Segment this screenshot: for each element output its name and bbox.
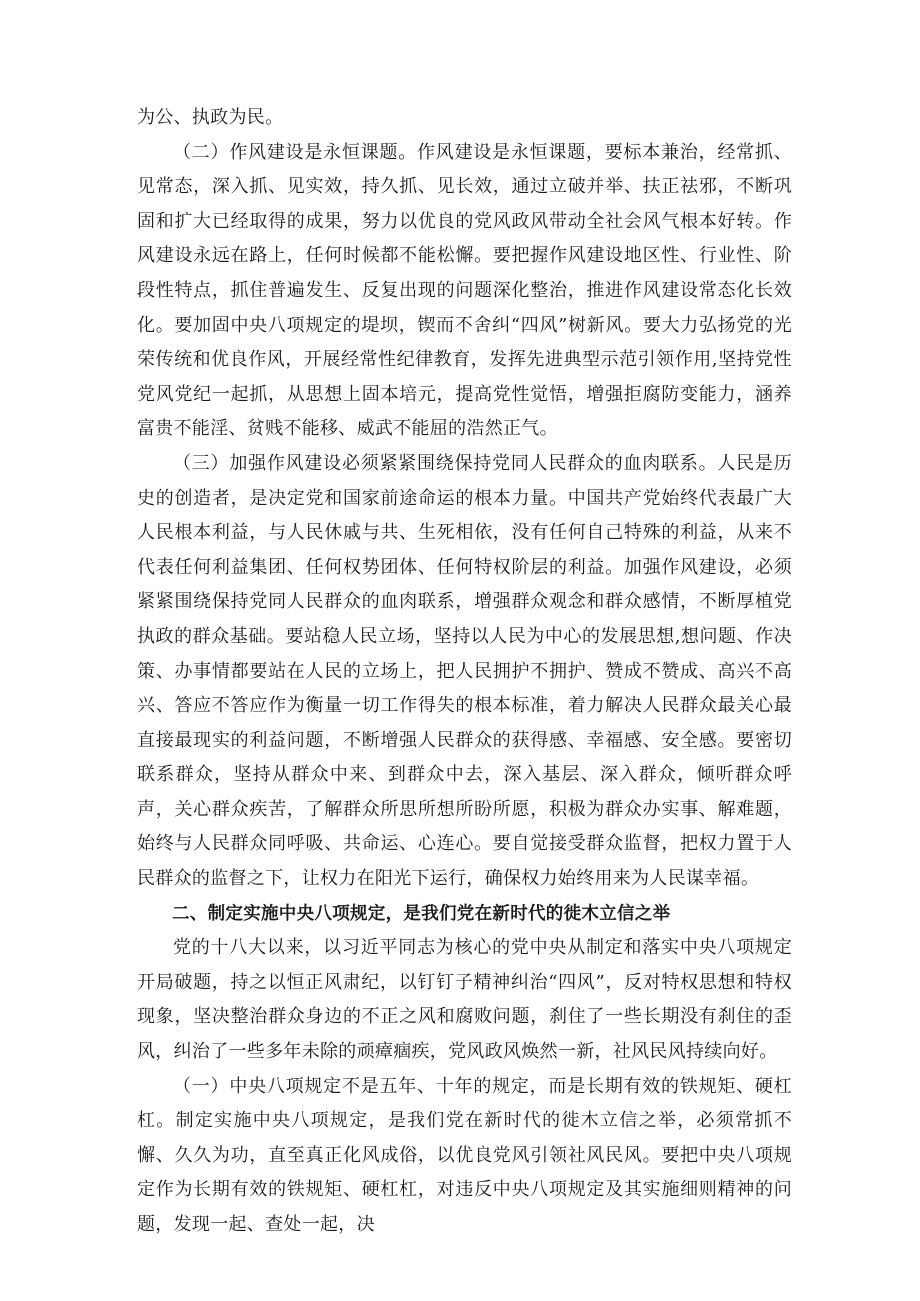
paragraph-subsection-1: （一）中央八项规定不是五年、十年的规定，而是长期有效的铁规矩、硬杠杠。制定实施中央八项规定，是我们党在新时代的徙木立信之举，必须常抓不懈、久久为功，直至真正化风成俗，以优良党风引领社风民风。要把中央八项规定作为长期有效的铁规矩、硬杠杠，对违反中央八项规定及其实施细则精神的问题，发现一起、查处一起，决 [137, 1075, 792, 1235]
paragraph-section-2: （二）作风建设是永恒课题。作风建设是永恒课题，要标本兼治，经常抓、见常态，深入抓、见实效，持久抓、见长效，通过立破并举、扶正祛邪，不断巩固和扩大已经取得的成果，努力以优良的党风政风带动全社会风气根本好转。作风建设永远在路上，任何时候都不能松懈。要把握作风建设地区性、行业性、阶段性特点，抓住普遍发生、反复出现的问题深化整治，推进作风建设常态化长效化。要加固中央八项规定的堤坝，锲而不舍纠“四风”树新风。要大力弘扬党的光荣传统和优良作风，开展经常性纪律教育，发挥先进典型示范引领作用,坚持党性党风党纪一起抓，从思想上固本培元，提高党性觉悟，增强拒腐防变能力，涵养富贵不能淫、贫贱不能移、威武不能屈的浩然正气。 [137, 141, 792, 440]
paragraph-continuation: 为公、执政为民。 [137, 107, 284, 128]
paragraph-section-3: （三）加强作风建设必须紧紧围绕保持党同人民群众的血肉联系。人民是历史的创造者，是决定党和国家前途命运的根本力量。中国共产党始终代表最广大人民根本利益，与人民休戚与共、生死相依，没有任何自己特殊的利益，从来不代表任何利益集团、任何权势团体、任何特权阶层的利益。加强作风建设，必须紧紧围绕保持党同人民群众的血肉联系，增强群众观念和群众感情，不断厚植党执政的群众基础。要站稳人民立场，坚持以人民为中心的发展思想,想问题、作决策、办事情都要站在人民的立场上，把人民拥护不拥护、赞成不赞成、高兴不高兴、答应不答应作为衡量一切工作得失的根本标准，着力解决人民群众最关心最直接最现实的利益问题，不断增强人民群众的获得感、幸福感、安全感。要密切联系群众，坚持从群众中来、到群众中去，深入基层、深入群众，倾听群众呼声，关心群众疾苦，了解群众所思所想所盼所愿，积极为群众办实事、解难题，始终与人民群众同呼吸、共命运、心连心。要自觉接受群众监督，把权力置于人民群众的监督之下，让权力在阳光下运行，确保权力始终用来为人民谋幸福。 [137, 452, 792, 890]
document-body [137, 101, 792, 1243]
paragraph-intro: 党的十八大以来，以习近平同志为核心的党中央从制定和落实中央八项规定开局破题，持之以恒正风肃纪，以钉钉子精神纠治“四风”，反对特权思想和特权现象，坚决整治群众身边的不正之风和腐败问题，刹住了一些长期没有刹住的歪风，纠治了一些多年未除的顽瘴痼疾，党风政风焕然一新，社风民风持续向好。 [137, 937, 792, 1063]
section-heading: 二、制定实施中央八项规定，是我们党在新时代的徙木立信之举 [172, 903, 671, 924]
